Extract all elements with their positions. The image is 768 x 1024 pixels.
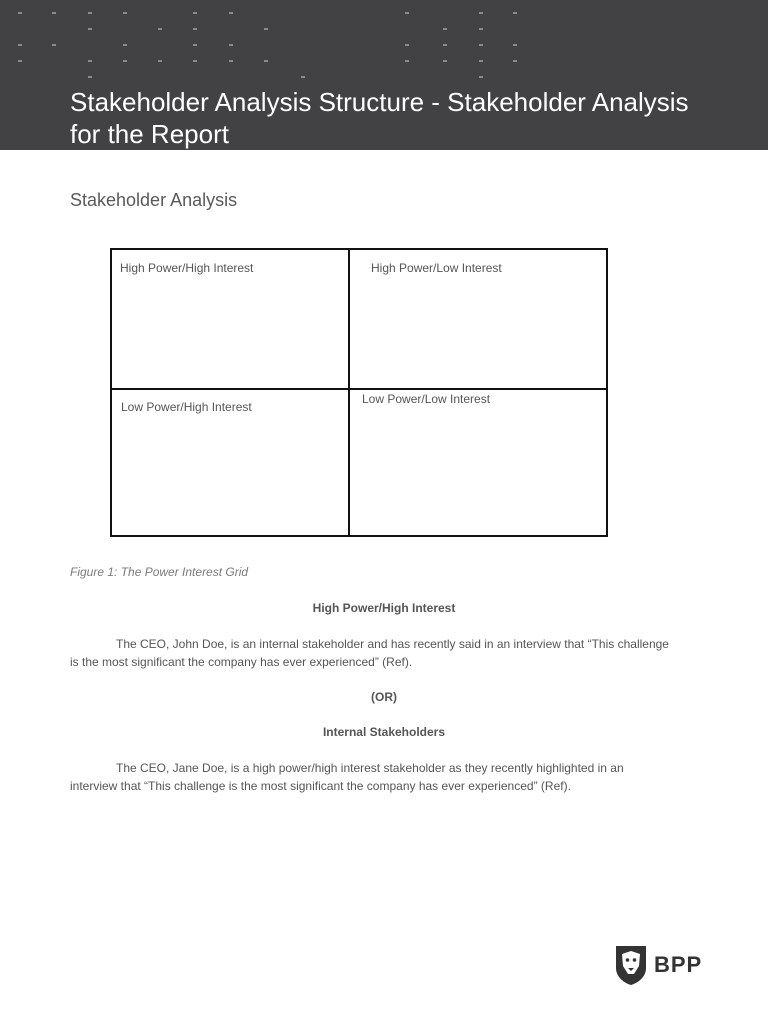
- pattern-dot: [158, 60, 162, 62]
- grid-vertical-divider: [348, 250, 350, 535]
- pattern-dot: [88, 28, 92, 30]
- pattern-dot: [88, 76, 92, 78]
- pattern-dot: [123, 44, 127, 46]
- subheading-internal-stakeholders: Internal Stakeholders: [322, 725, 446, 739]
- pattern-dot: [405, 12, 409, 14]
- grid-cell-high-power-high-interest: High Power/High Interest: [120, 261, 254, 275]
- paragraph-john-doe: The CEO, John Doe, is an internal stakeholder and has recently said in an interview that “This challenge is the most significant the company has ever experienced” (Ref).: [70, 637, 669, 669]
- pattern-dot: [18, 44, 22, 46]
- pattern-dot: [52, 12, 56, 14]
- pattern-dot: [193, 44, 197, 46]
- pattern-dot: [193, 12, 197, 14]
- pattern-dot: [52, 44, 56, 46]
- paragraph-jane-doe: The CEO, Jane Doe, is a high power/high interest stakeholder as they recently highlighted in an interview that “This challenge is the most significant the company has ever experienced” (Ref).: [70, 761, 624, 793]
- pattern-dot: [158, 28, 162, 30]
- grid-cell-high-power-low-interest: High Power/Low Interest: [371, 261, 502, 275]
- header-banner: [0, 0, 768, 150]
- subheading-high-power-high-interest: High Power/High Interest: [312, 601, 456, 615]
- pattern-dot: [443, 60, 447, 62]
- pattern-dot: [513, 44, 517, 46]
- figure-caption: Figure 1: The Power Interest Grid: [70, 565, 249, 579]
- pattern-dot: [513, 12, 517, 14]
- bpp-logo: [612, 944, 702, 986]
- pattern-dot: [443, 28, 447, 30]
- pattern-dot: [88, 60, 92, 62]
- pattern-dot: [479, 44, 483, 46]
- pattern-dot: [264, 28, 268, 30]
- pattern-dot: [88, 12, 92, 14]
- pattern-dot: [479, 28, 483, 30]
- pattern-dot: [229, 60, 233, 62]
- logo-text: BPP: [654, 952, 703, 977]
- page-title: Stakeholder Analysis Structure - Stakeholder Analysis for the Report: [70, 87, 689, 149]
- pattern-dot: [479, 12, 483, 14]
- pattern-dot: [301, 76, 305, 78]
- pattern-dot: [229, 44, 233, 46]
- grid-cell-low-power-high-interest: Low Power/High Interest: [121, 400, 252, 414]
- section-heading: Stakeholder Analysis: [70, 190, 238, 210]
- grid-horizontal-divider: [112, 388, 606, 390]
- pattern-dot: [193, 28, 197, 30]
- or-separator: (OR): [371, 690, 397, 704]
- pattern-dot: [479, 60, 483, 62]
- pattern-dot: [405, 44, 409, 46]
- pattern-dot: [123, 60, 127, 62]
- pattern-dot: [123, 12, 127, 14]
- pattern-dot: [18, 60, 22, 62]
- grid-cell-low-power-low-interest: Low Power/Low Interest: [362, 392, 491, 406]
- pattern-dot: [229, 12, 233, 14]
- power-interest-grid: [110, 248, 608, 537]
- pattern-dot: [405, 60, 409, 62]
- pattern-dot: [193, 60, 197, 62]
- pattern-dot: [479, 76, 483, 78]
- pattern-dot: [443, 44, 447, 46]
- pattern-dot: [18, 12, 22, 14]
- pattern-dot: [264, 60, 268, 62]
- pattern-dot: [513, 60, 517, 62]
- lion-shield-icon: [612, 944, 650, 986]
